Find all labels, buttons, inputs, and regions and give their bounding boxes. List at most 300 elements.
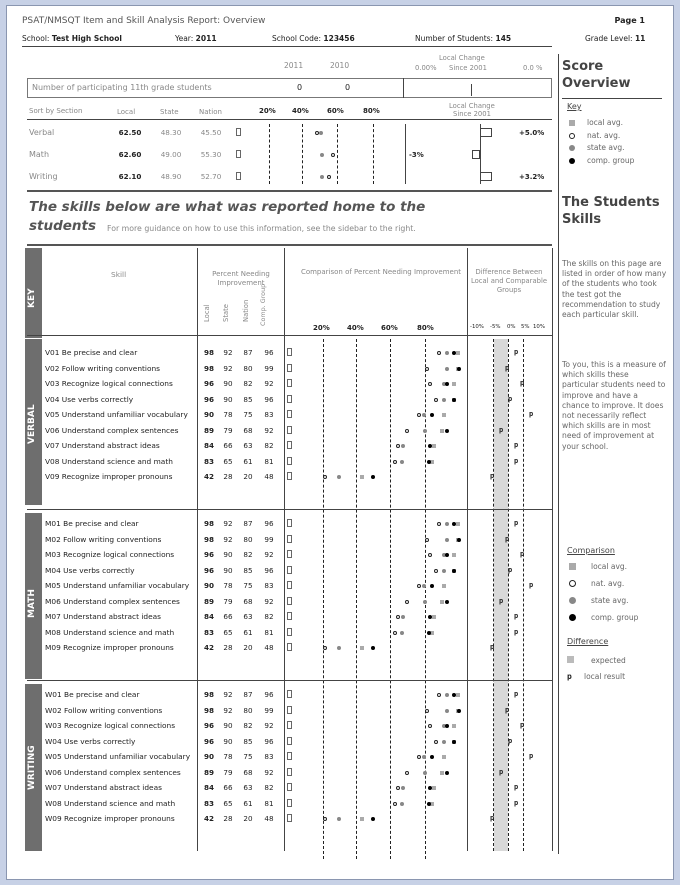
skill-marker-comp — [371, 817, 375, 821]
skill-diff-marker: p — [499, 425, 504, 434]
skill-marker-comp — [427, 631, 431, 635]
skill-value-nation: 80 — [243, 705, 253, 715]
sort-label: Sort by Section — [29, 107, 83, 115]
grade-info — [585, 34, 645, 43]
sum-tick-60: 60% — [327, 107, 344, 115]
skill-value-local: 96 — [203, 736, 214, 746]
skill-value-local: 42 — [203, 643, 214, 652]
skill-value-comp: 92 — [264, 379, 274, 388]
skill-value-comp: 48 — [264, 814, 274, 823]
since-label: Since 2001 — [449, 64, 487, 72]
diff-grid-0 — [508, 339, 509, 851]
code-label: School Code: — [272, 34, 322, 43]
skill-bar — [287, 395, 292, 403]
participating-2011: 0 — [297, 83, 303, 92]
skill-marker-state — [400, 802, 404, 806]
skill-diff-marker: p — [529, 410, 534, 418]
skill-marker-local — [430, 802, 434, 806]
skill-diff-marker: p — [520, 721, 525, 729]
skill-value-state: 90 — [223, 565, 233, 575]
skill-marker-comp — [457, 709, 461, 713]
sidebar-para-1: The skills on this page are listed in order of how many of the students who took the test got the recommendation to study each particular skill. — [562, 259, 667, 320]
skill-value-local: 89 — [203, 425, 214, 435]
skill-value-state: 92 — [223, 690, 233, 699]
skill-value-local: 96 — [203, 565, 214, 575]
cmp-tick-60: 60% — [381, 324, 398, 332]
skill-marker-nat — [417, 755, 421, 759]
skill-marker-state — [337, 817, 341, 821]
skill-value-state: 92 — [223, 519, 233, 528]
skill-value-local: 98 — [203, 348, 214, 357]
participating-tick — [471, 84, 472, 96]
skill-bar — [287, 752, 292, 760]
sum-grid-80 — [373, 124, 374, 184]
skill-value-state: 28 — [223, 814, 233, 823]
difference-legend-label: Difference — [567, 637, 609, 646]
skill-bar — [287, 472, 292, 480]
section-band-label: WRITING — [27, 744, 37, 790]
skill-name: V05 Understand unfamiliar vocabulary — [45, 410, 188, 419]
skill-value-nation: 68 — [243, 425, 253, 435]
skill-value-comp: 96 — [264, 394, 274, 404]
skill-marker-nat — [434, 569, 438, 573]
section-nation: 52.70 — [200, 172, 222, 181]
skill-marker-state — [401, 444, 405, 448]
skill-value-comp: 96 — [264, 565, 274, 575]
section-nation: 55.30 — [200, 150, 222, 159]
skill-diff-marker: p — [514, 783, 519, 791]
students-skills-title: The Students Skills — [562, 195, 660, 227]
section-rule — [27, 680, 552, 681]
skill-bar — [287, 768, 292, 776]
skill-marker-state — [423, 600, 427, 604]
skill-marker-nat — [428, 724, 432, 728]
skill-marker-local — [442, 584, 446, 588]
skill-value-state: 65 — [223, 627, 233, 637]
skill-value-local: 98 — [203, 705, 214, 715]
cmp-grid-40 — [356, 339, 357, 859]
skill-value-nation: 75 — [243, 410, 253, 419]
section-name: Writing — [29, 172, 58, 181]
skill-value-comp: 83 — [264, 752, 274, 761]
key-item-label: local avg. — [587, 118, 624, 127]
sidebar-para-2: To you, this is a measure of which skills these particular students need to improve and have a chance to improve. It does not necessarily reflect which skills are in most need of improvement at your school. — [562, 360, 666, 451]
skill-marker-local — [452, 553, 456, 557]
skill-marker-local — [440, 429, 444, 433]
skill-diff-marker: p — [520, 550, 525, 558]
skill-name: M07 Understand abstract ideas — [45, 612, 162, 621]
skill-marker-local — [452, 724, 456, 728]
skill-bar — [287, 519, 292, 527]
skill-marker-state — [442, 398, 446, 402]
cmp-col-divider — [467, 248, 468, 851]
skill-value-local: 83 — [203, 627, 214, 637]
skill-marker-local — [440, 600, 444, 604]
skill-bar — [287, 566, 292, 574]
section-change-box — [480, 172, 492, 181]
skill-marker-comp — [445, 382, 449, 386]
skill-value-comp: 48 — [264, 643, 274, 652]
score-overview-title: Score Overview — [562, 59, 631, 91]
grade-label: Grade Level: — [585, 34, 633, 43]
skill-value-nation: 61 — [243, 456, 253, 466]
skill-diff-marker: p — [490, 814, 495, 822]
h-nation: Nation — [199, 108, 222, 116]
skill-marker-state — [445, 522, 449, 526]
skill-marker-nat — [323, 817, 327, 821]
skill-value-comp: 96 — [264, 348, 274, 357]
section-band-writing — [25, 684, 42, 851]
skill-diff-marker: p — [508, 736, 513, 745]
skill-value-comp: 83 — [264, 581, 274, 590]
skill-value-nation: 20 — [243, 643, 253, 652]
skill-name: W04 Use verbs correctly — [45, 736, 136, 746]
h-local: Local — [117, 108, 136, 116]
skill-marker-local — [456, 522, 460, 526]
skill-name: M05 Understand unfamiliar vocabulary — [45, 581, 190, 590]
section-change: +3.2% — [519, 173, 545, 181]
skill-marker-state — [442, 740, 446, 744]
section-bar — [236, 150, 241, 158]
skill-name: W06 Understand complex sentences — [45, 767, 181, 777]
cmp-grid-20 — [323, 339, 324, 859]
students-value: 145 — [495, 34, 512, 43]
skill-marker-comp — [430, 755, 434, 759]
skill-value-comp: 96 — [264, 519, 274, 528]
skill-value-nation: 63 — [243, 441, 253, 450]
skill-value-nation: 87 — [243, 690, 253, 699]
skill-value-local: 90 — [203, 752, 214, 761]
comparison-item-label: state avg. — [591, 596, 629, 605]
skill-marker-comp — [445, 553, 449, 557]
skill-marker-state — [423, 429, 427, 433]
skill-diff-marker: p — [499, 767, 504, 776]
students-info — [415, 34, 511, 43]
school-info — [22, 34, 122, 43]
skill-marker-nat — [393, 460, 397, 464]
skill-value-state: 65 — [223, 456, 233, 466]
skill-value-state: 92 — [223, 705, 233, 715]
page-number: Page 1 — [614, 16, 645, 25]
skill-marker-comp — [445, 600, 449, 604]
skill-diff-marker: p — [514, 627, 519, 636]
skill-diff-marker: p — [505, 363, 510, 372]
skill-value-local: 42 — [203, 472, 214, 481]
skill-value-local: 89 — [203, 767, 214, 777]
skill-value-local: 98 — [203, 690, 214, 699]
skill-marker-nat — [437, 351, 441, 355]
skill-value-state: 79 — [223, 596, 233, 606]
comparison-swatch-local — [569, 563, 576, 570]
cmp-tick-80: 80% — [417, 324, 434, 332]
skill-bar — [287, 737, 292, 745]
skill-diff-marker: p — [514, 456, 519, 465]
skill-name: M01 Be precise and clear — [45, 519, 139, 528]
skill-value-comp: 81 — [264, 798, 274, 808]
section-local: 62.60 — [118, 150, 142, 159]
section-local: 62.10 — [118, 172, 142, 181]
skill-name: V09 Recognize improper pronouns — [45, 472, 173, 481]
section-local: 62.50 — [118, 128, 142, 137]
participating-2010: 0 — [345, 83, 351, 92]
skill-value-nation: 82 — [243, 550, 253, 559]
skill-marker-local — [430, 460, 434, 464]
diff-grid-m5 — [493, 339, 494, 851]
skill-name: V01 Be precise and clear — [45, 348, 138, 357]
participating-divider — [403, 78, 404, 98]
skill-value-state: 28 — [223, 643, 233, 652]
skill-marker-nat — [323, 475, 327, 479]
section-state: 49.00 — [160, 150, 182, 159]
skill-bar — [287, 348, 292, 356]
skill-diff-marker: p — [514, 441, 519, 449]
skill-marker-comp — [452, 740, 456, 744]
key-swatch-comp — [569, 158, 575, 164]
sum-tick-20: 20% — [259, 107, 276, 115]
skill-bar — [287, 441, 292, 449]
skill-marker-nat — [425, 538, 429, 542]
skill-name: W08 Understand science and math — [45, 798, 176, 808]
skill-diff-marker: p — [490, 472, 495, 480]
skill-marker-nat — [405, 429, 409, 433]
col-2010: 2010 — [330, 61, 350, 70]
skill-marker-state — [400, 631, 404, 635]
diff-tick-m10: -10% — [470, 324, 484, 330]
sum-tick-80: 80% — [363, 107, 380, 115]
skill-value-local: 83 — [203, 456, 214, 466]
skill-marker-nat — [396, 786, 400, 790]
section-name: Verbal — [29, 128, 55, 137]
skill-value-comp: 48 — [264, 472, 274, 481]
skill-marker-nat — [405, 600, 409, 604]
key-label: KEY — [27, 288, 37, 308]
skill-marker-state — [423, 771, 427, 775]
h-state: State — [160, 108, 179, 116]
key-item-label: state avg. — [587, 143, 625, 152]
skill-marker-local — [432, 786, 436, 790]
score-title-rule — [562, 98, 662, 99]
summary-bottom-rule — [27, 190, 552, 192]
comparison-swatch-nat — [569, 580, 576, 587]
skill-bar — [287, 410, 292, 418]
skill-value-nation: 82 — [243, 379, 253, 388]
skill-value-comp: 92 — [264, 550, 274, 559]
headline-note: For more guidance on how to use this information, see the sidebar to the right. — [107, 224, 416, 233]
skill-name: V04 Use verbs correctly — [45, 394, 134, 404]
year-info — [175, 34, 217, 43]
skill-name: M09 Recognize improper pronouns — [45, 643, 174, 652]
skill-diff-marker: p — [514, 690, 519, 698]
skill-bar — [287, 612, 292, 620]
skill-marker-state — [422, 413, 426, 417]
skill-value-comp: 92 — [264, 767, 274, 777]
skill-value-comp: 92 — [264, 596, 274, 606]
skill-name: W03 Recognize logical connections — [45, 721, 176, 730]
grade-value: 11 — [634, 34, 646, 43]
skill-bar — [287, 364, 292, 372]
report-title: PSAT/NMSQT Item and Skill Analysis Report: Overview — [22, 16, 266, 26]
skill-value-nation: 82 — [243, 721, 253, 730]
section-marker-state — [319, 131, 323, 135]
key-swatch-nat — [569, 133, 575, 139]
skill-diff-marker: p — [508, 565, 513, 574]
section-marker-nat — [331, 153, 335, 157]
skill-marker-local — [360, 475, 364, 479]
skill-marker-state — [422, 584, 426, 588]
section-bar — [236, 128, 241, 136]
skill-name: M04 Use verbs correctly — [45, 565, 135, 575]
skill-value-local: 96 — [203, 379, 214, 388]
skill-marker-nat — [434, 740, 438, 744]
section-state: 48.90 — [160, 172, 182, 181]
section-bar — [236, 172, 241, 180]
section-band-verbal — [25, 339, 42, 505]
skill-value-state: 92 — [223, 363, 233, 373]
skill-marker-local — [432, 615, 436, 619]
section-marker-state — [320, 175, 324, 179]
local-result-label: local result — [584, 672, 626, 681]
skill-bar — [287, 690, 292, 698]
skill-value-nation: 85 — [243, 736, 253, 746]
skill-bar — [287, 814, 292, 822]
local-change-label: Local Change — [439, 54, 485, 62]
expected-swatch — [567, 656, 574, 663]
skill-marker-local — [442, 755, 446, 759]
skill-value-local: 84 — [203, 783, 214, 792]
skill-marker-state — [337, 475, 341, 479]
skill-marker-nat — [425, 709, 429, 713]
skill-marker-nat — [393, 802, 397, 806]
skill-value-local: 98 — [203, 363, 214, 373]
skill-value-state: 79 — [223, 425, 233, 435]
skill-name: W09 Recognize improper pronouns — [45, 814, 175, 823]
skill-value-nation: 80 — [243, 534, 253, 544]
skill-diff-marker: p — [490, 643, 495, 651]
skill-value-comp: 81 — [264, 456, 274, 466]
skill-marker-comp — [452, 569, 456, 573]
skill-marker-comp — [430, 413, 434, 417]
skill-value-state: 90 — [223, 379, 233, 388]
skill-marker-nat — [396, 444, 400, 448]
skill-value-local: 98 — [203, 519, 214, 528]
key-item-label: nat. avg. — [587, 130, 621, 140]
skill-value-state: 65 — [223, 798, 233, 808]
skill-bar — [287, 581, 292, 589]
col-state-header: State — [222, 304, 230, 322]
skill-value-state: 78 — [223, 410, 233, 419]
skill-bar — [287, 457, 292, 465]
skill-marker-nat — [437, 693, 441, 697]
skill-diff-marker: p — [514, 348, 519, 356]
skill-marker-comp — [445, 429, 449, 433]
skill-value-nation: 20 — [243, 814, 253, 823]
comparison-swatch-state — [569, 597, 576, 604]
skill-diff-marker: p — [505, 705, 510, 714]
skill-value-state: 92 — [223, 534, 233, 544]
skill-value-nation: 85 — [243, 565, 253, 575]
skill-diff-marker: p — [499, 596, 504, 605]
skill-value-state: 78 — [223, 581, 233, 590]
header-divider — [22, 46, 552, 47]
year-value: 2011 — [195, 34, 217, 43]
pni-header: Percent Needing Improvement — [212, 270, 270, 287]
skill-name: M06 Understand complex sentences — [45, 596, 180, 606]
skill-bar — [287, 783, 292, 791]
code-info — [272, 34, 355, 43]
skill-bar — [287, 643, 292, 651]
cmp-tick-40: 40% — [347, 324, 364, 332]
diff-col-divider — [552, 248, 553, 851]
skill-value-local: 98 — [203, 534, 214, 544]
skill-name: W01 Be precise and clear — [45, 690, 140, 699]
skill-value-state: 90 — [223, 394, 233, 404]
section-rule — [27, 335, 552, 336]
skill-name: W02 Follow writing conventions — [45, 705, 163, 715]
section-rule — [27, 509, 552, 510]
pni-col-divider — [284, 248, 285, 851]
skill-name: V08 Understand science and math — [45, 456, 173, 466]
skill-header: Skill — [111, 270, 127, 279]
diff-tick-0: 0% — [507, 324, 516, 330]
skill-diff-marker: p — [529, 752, 534, 760]
comparison-legend-label: Comparison — [567, 546, 615, 555]
expected-label: expected — [591, 656, 626, 665]
diff-tick-m5: -5% — [490, 324, 501, 330]
skill-marker-comp — [427, 802, 431, 806]
section-change: -3% — [409, 151, 424, 159]
skill-value-local: 96 — [203, 394, 214, 404]
skill-col-divider — [197, 248, 198, 851]
skill-marker-nat — [434, 398, 438, 402]
comparison-swatch-comp — [569, 614, 576, 621]
code-value: 123456 — [323, 34, 355, 43]
cmp-grid-60 — [390, 339, 391, 859]
skill-marker-local — [456, 693, 460, 697]
skill-value-nation: 61 — [243, 798, 253, 808]
comparison-item-label: nat. avg. — [591, 579, 625, 588]
students-label: Number of Students: — [415, 34, 494, 43]
school-name: Test High School — [51, 34, 122, 43]
lc2-since: Since 2001 — [453, 110, 491, 118]
skill-marker-state — [337, 646, 341, 650]
skill-value-local: 96 — [203, 550, 214, 559]
skill-value-state: 66 — [223, 441, 233, 450]
summary-top-rule — [27, 119, 552, 120]
skill-name: W05 Understand unfamiliar vocabulary — [45, 752, 191, 761]
skill-marker-nat — [428, 553, 432, 557]
skill-diff-marker: p — [508, 394, 513, 403]
skill-value-comp: 99 — [264, 534, 274, 544]
skill-diff-marker: p — [514, 612, 519, 620]
skill-value-nation: 85 — [243, 394, 253, 404]
skill-value-local: 90 — [203, 581, 214, 590]
skill-value-state: 90 — [223, 721, 233, 730]
skill-value-state: 78 — [223, 752, 233, 761]
skill-value-nation: 68 — [243, 596, 253, 606]
skill-marker-state — [401, 615, 405, 619]
skill-bar — [287, 550, 292, 558]
skill-value-state: 66 — [223, 783, 233, 792]
key-band — [25, 248, 42, 338]
skill-value-comp: 99 — [264, 363, 274, 373]
skill-value-local: 89 — [203, 596, 214, 606]
skill-name: M02 Follow writing conventions — [45, 534, 162, 544]
cmp-grid-80 — [425, 339, 426, 859]
lc2-label: Local Change — [449, 102, 495, 110]
change-box-divider — [405, 124, 406, 184]
skill-value-nation: 87 — [243, 519, 253, 528]
skill-value-comp: 82 — [264, 612, 274, 621]
